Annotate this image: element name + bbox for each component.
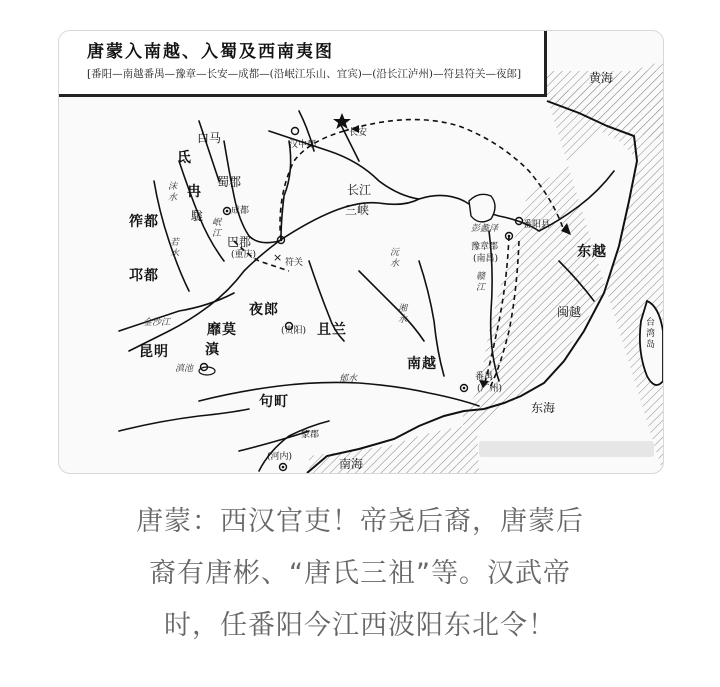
label-fan-yang: 番阳县 <box>523 220 551 230</box>
label-jin-sha: 金沙江 <box>143 318 171 328</box>
label-gan-jiang: 赣江 <box>474 271 484 293</box>
label-qie-lan: 且兰 <box>317 322 347 338</box>
label-he-nei: (河内) <box>267 452 293 462</box>
label-san-xia: 三峡 <box>345 203 370 217</box>
label-bai-ma: 白马 <box>197 131 222 145</box>
label-peng-li-ze: 彭蠡泽 <box>471 224 499 234</box>
river-yangtze <box>279 195 539 241</box>
map-title-box <box>59 31 547 97</box>
label-ran: 冉 <box>187 184 202 200</box>
caption-line-1: 唐蒙：西汉官吏！帝尧后裔，唐蒙后 <box>136 506 584 537</box>
label-tai-wan: 台湾岛 <box>644 317 654 350</box>
label-dong-yue: 东越 <box>577 244 607 260</box>
label-dian-chi: 滇池 <box>175 364 194 374</box>
label-mang: 駹 <box>191 209 204 223</box>
map-card <box>58 30 664 474</box>
label-min-yue: 闽越 <box>557 305 582 319</box>
caption-line-3: 时，任番阳今江西波阳东北令！ <box>164 610 556 641</box>
label-xiang-jun: 象郡 <box>301 430 320 440</box>
label-xiang-shui: 湘水 <box>396 303 406 325</box>
label-huang-hai: 黄海 <box>589 71 614 85</box>
label-nan-yue: 南越 <box>407 356 437 372</box>
label-pan-yu: 番禺 <box>475 372 494 382</box>
river-yuan <box>359 271 424 341</box>
caption <box>40 496 680 652</box>
label-nan-chang: (南昌) <box>473 254 499 264</box>
sea-south <box>309 426 463 473</box>
label-ruo-shui: 若水 <box>168 237 178 259</box>
caption-line-2: 裔有唐彬、“唐氏三祖”等。汉武帝 <box>149 558 571 589</box>
label-dong-hai: 东海 <box>531 401 556 415</box>
label-gui-yang: (贵阳) <box>281 326 307 336</box>
map-route: [番阳—南越番禺—豫章—长安—成都—(沿岷江乐山、宜宾)—(沿长江泸州)—符县符关—夜郎] <box>87 68 522 80</box>
label-ye-lang: 夜郎 <box>249 302 279 318</box>
label-shu-jun: 蜀郡 <box>217 175 242 189</box>
label-mo-shui: 沫水 <box>166 181 176 203</box>
river-jialing <box>281 141 291 239</box>
poyang-lake <box>469 194 495 222</box>
label-chong-qing: (重庆) <box>231 250 257 260</box>
watermark-bar <box>479 441 654 457</box>
label-yu-shui: 郁水 <box>339 374 358 384</box>
label-di: 氐 <box>177 150 192 166</box>
river-yu <box>199 382 479 406</box>
label-yuan-shui: 沅水 <box>388 247 398 269</box>
label-han-zhong: 汉中郡 <box>289 140 317 150</box>
river-min <box>224 141 279 243</box>
x-fuguan: × <box>273 251 283 264</box>
label-guang-zhou: (广州) <box>477 384 503 394</box>
label-zuo-du: 筰都 <box>129 214 159 230</box>
label-kun-ming: 昆明 <box>139 344 169 360</box>
river-south-1 <box>119 409 249 431</box>
river-south-2 <box>239 431 309 451</box>
map-drawing <box>59 31 663 473</box>
label-qiong-du: 邛都 <box>129 268 159 284</box>
map-title: 唐蒙入南越、入蜀及西南夷图 <box>87 42 334 62</box>
label-ba-jun: 巴郡 <box>227 235 252 249</box>
label-chang-an: 长安 <box>349 128 368 138</box>
label-fu-guan: 符关 <box>285 258 304 268</box>
river-yangtze-west <box>129 241 279 351</box>
label-dian: 滇 <box>205 342 220 358</box>
label-min-jiang: 岷江 <box>210 217 220 239</box>
label-ju-ding: 句町 <box>259 394 289 410</box>
label-chang-jiang: 长江 <box>347 183 372 197</box>
label-cheng-du: 成都 <box>231 206 250 216</box>
label-mi-mo: 靡莫 <box>207 322 237 338</box>
marker-hanzhong <box>292 128 299 135</box>
label-yu-zhang: 豫章郡 <box>471 242 499 252</box>
label-nan-hai: 南海 <box>339 457 364 471</box>
